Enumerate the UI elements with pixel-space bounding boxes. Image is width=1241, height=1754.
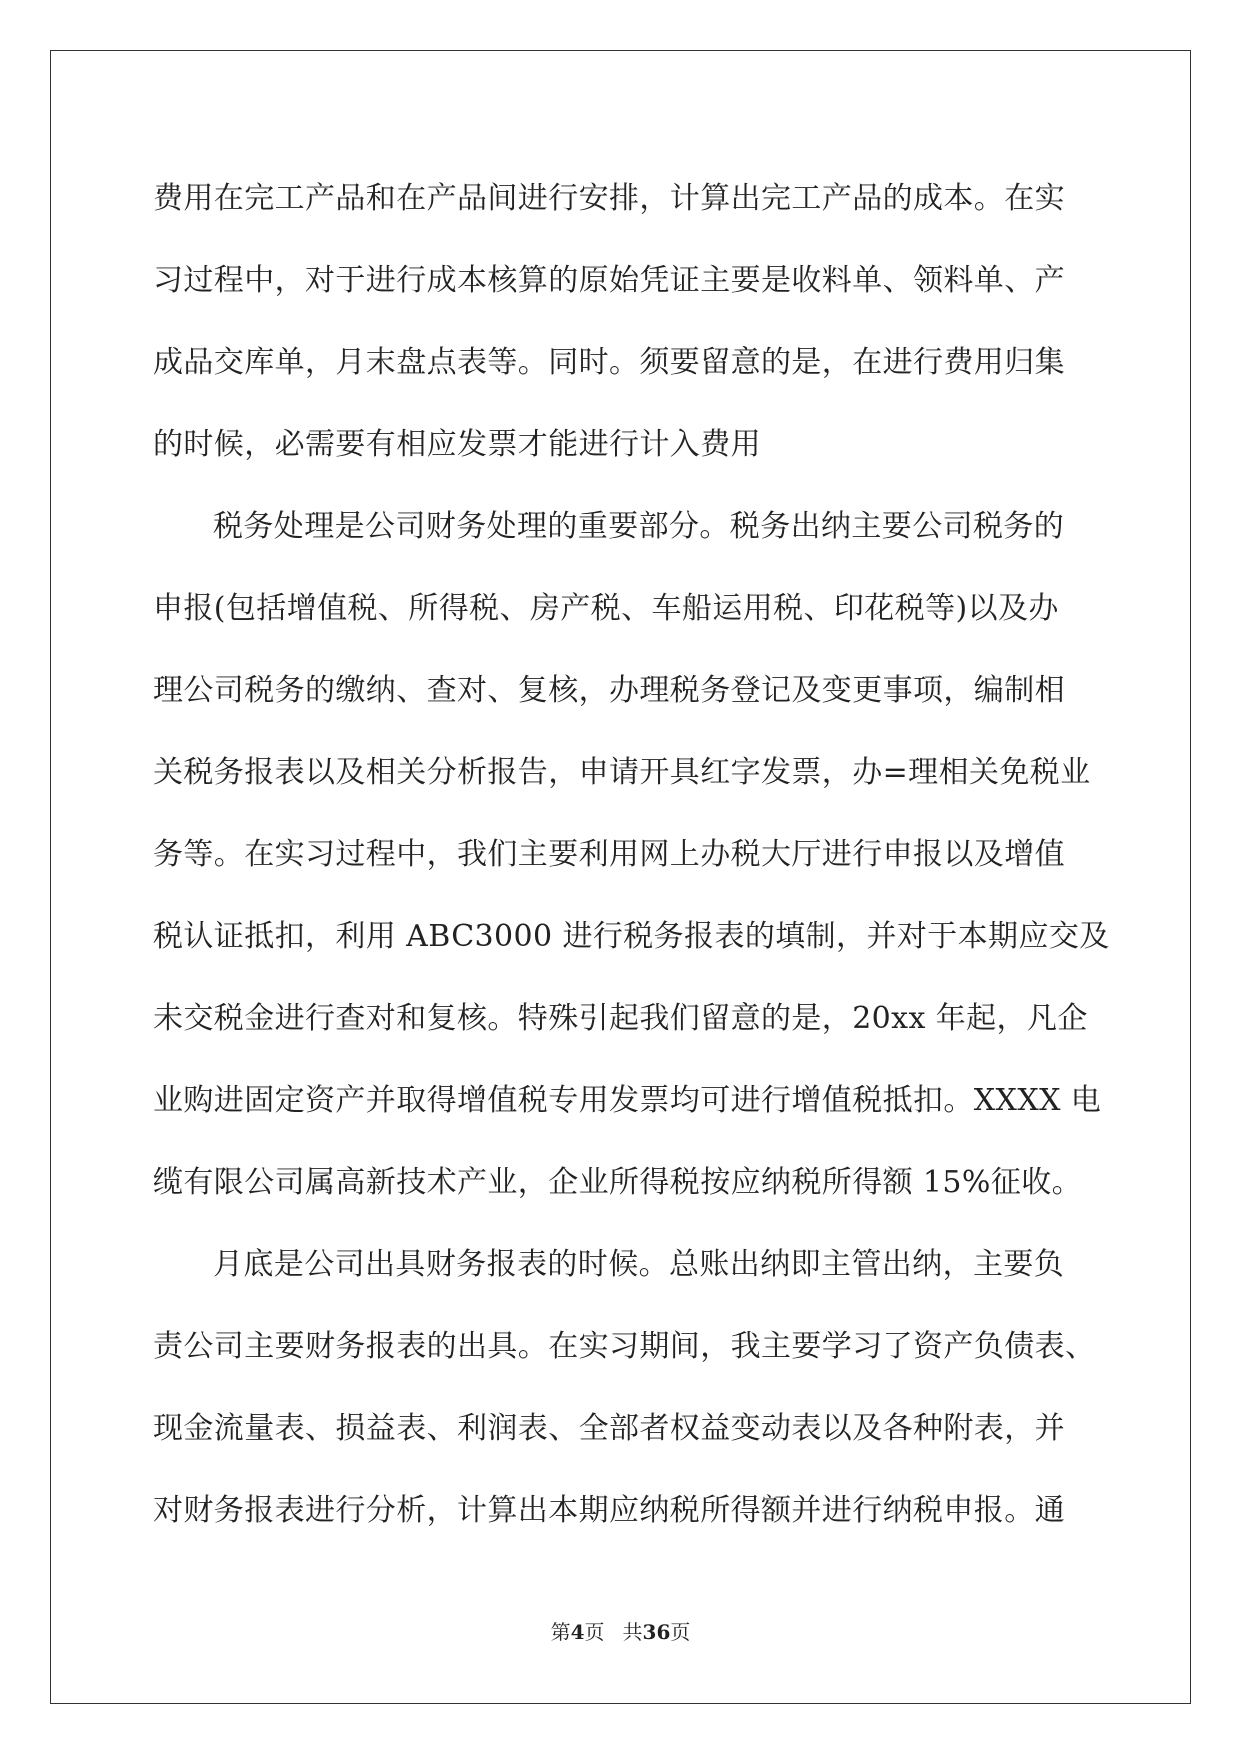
page-number: 4 bbox=[570, 1620, 585, 1644]
total-pages: 36 bbox=[642, 1620, 671, 1644]
page-prefix: 第 bbox=[550, 1620, 571, 1644]
text-line: 月底是公司出具财务报表的时候。总账出纳即主管出纳，主要负 bbox=[213, 1247, 1065, 1282]
total-suffix: 页 bbox=[670, 1620, 691, 1644]
text-line: 关税务报表以及相关分析报告，申请开具红字发票，办=理相关免税业 bbox=[153, 755, 1091, 790]
document-body bbox=[153, 158, 1110, 1552]
text-line: 未交税金进行查对和复核。特殊引起我们留意的是，20xx 年起，凡企 bbox=[153, 1001, 1088, 1036]
page-suffix: 页 bbox=[584, 1620, 605, 1644]
page-footer bbox=[0, 1616, 1241, 1645]
text-line: 务等。在实习过程中，我们主要利用网上办税大厅进行申报以及增值 bbox=[153, 837, 1065, 872]
text-line: 的时候，必需要有相应发票才能进行计入费用 bbox=[153, 427, 761, 462]
text-line: 现金流量表、损益表、利润表、全部者权益变动表以及各种附表，并 bbox=[153, 1411, 1065, 1446]
text-line: 对财务报表进行分析，计算出本期应纳税所得额并进行纳税申报。通 bbox=[153, 1493, 1065, 1528]
total-prefix: 共 bbox=[622, 1620, 643, 1644]
text-line: 习过程中，对于进行成本核算的原始凭证主要是收料单、领料单、产 bbox=[153, 263, 1065, 298]
text-line: 责公司主要财务报表的出具。在实习期间，我主要学习了资产负债表、 bbox=[153, 1329, 1096, 1364]
text-line: 缆有限公司属高新技术产业，企业所得税按应纳税所得额 15%征收。 bbox=[153, 1165, 1083, 1200]
text-line: 理公司税务的缴纳、查对、复核，办理税务登记及变更事项，编制相 bbox=[153, 673, 1065, 708]
text-line: 成品交库单，月末盘点表等。同时。须要留意的是，在进行费用归集 bbox=[153, 345, 1065, 380]
text-line: 费用在完工产品和在产品间进行安排，计算出完工产品的成本。在实 bbox=[153, 181, 1065, 216]
text-line: 申报(包括增值税、所得税、房产税、车船运用税、印花税等)以及办 bbox=[153, 591, 1059, 626]
text-line: 业购进固定资产并取得增值税专用发票均可进行增值税抵扣。XXXX 电 bbox=[153, 1083, 1102, 1118]
text-line: 税务处理是公司财务处理的重要部分。税务出纳主要公司税务的 bbox=[213, 509, 1065, 544]
text-line: 税认证抵扣，利用 ABC3000 进行税务报表的填制，并对于本期应交及 bbox=[153, 919, 1110, 954]
